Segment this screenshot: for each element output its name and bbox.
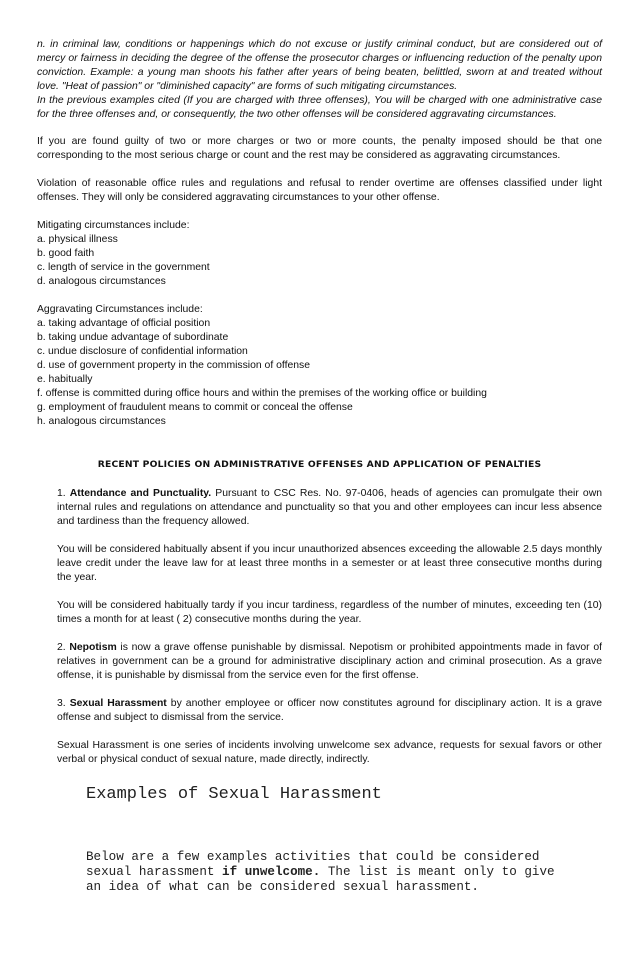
list-item: d. use of government property in the commission of offense [37, 360, 310, 371]
examples-text: Below are a few examples activities that could be considered sexual harassment [86, 850, 540, 879]
examples-intro [86, 850, 556, 895]
policy-text: Pursuant to CSC Res. No. 97-0406, heads of agencies can promulgate their own internal rules and regulations on attendance and punctuality so that you and other employees can incur less absence and tardiness than the frequency allowed. [57, 488, 602, 527]
examples-emphasis: if unwelcome. [222, 865, 321, 879]
policy-text: is now a grave offense punishable by dismissal. Nepotism or prohibited appointments made in favor of relatives in government can be a ground for administrative disciplinary action and criminal prosecution. As a grave offense, it is punishable by dismissal from the service even for the first offense. [57, 642, 602, 681]
policy-number: 2. [57, 642, 70, 653]
policy-nepotism [57, 641, 602, 683]
paragraph-habitually-absent: You will be considered habitually absent if you incur unauthorized absences exceeding the allowable 2.5 days monthly leave credit under the leave law for at least three months in a semester or at least three consecutive months during the year. [57, 544, 602, 583]
mitigating-title: Mitigating circumstances include: [37, 220, 190, 231]
mitigating-list [37, 219, 602, 289]
policy-title: Sexual Harassment [69, 698, 167, 709]
list-item: e. habitually [37, 374, 93, 385]
paragraph-habitually-tardy: You will be considered habitually tardy if you incur tardiness, regardless of the number of minutes, exceeding ten (10) times a month for at least ( 2) consecutive months during the year. [57, 600, 602, 625]
aggravating-title: Aggravating Circumstances include: [37, 304, 203, 315]
aggravating-list [37, 303, 602, 429]
policy-sexual-harassment [57, 697, 602, 725]
list-item: f. offense is committed during office hours and within the premises of the working office or building [37, 388, 487, 399]
policy-number: 1. [57, 488, 70, 499]
list-item: b. taking undue advantage of subordinate [37, 332, 229, 343]
intro-definition: n. in criminal law, conditions or happenings which do not excuse or justify criminal conduct, but are considered out of mercy or fairness in deciding the degree of the offense the prosecutor charges or influencing reduction of the penalty upon conviction. Example: a young man shoots his father after years of being beaten, belittled, sworn at and treated without love. "Heat of passion" or "diminished capacity" are forms of such mitigating circumstances. [37, 39, 602, 92]
examples-text: The list is meant only to give an idea of what can be considered sexual harassment. [86, 865, 555, 894]
policy-text: by another employee or officer now constitutes aground for disciplinary action. It is a grave offense and subject to dismissal from the service. [57, 698, 603, 723]
policy-title: Nepotism [69, 642, 117, 653]
intro-example-note: In the previous examples cited (If you are charged with three offenses), You will be charged with one administrative case for the three offenses and, or consequently, the two other offenses will be considered aggravating circumstances. [37, 95, 602, 120]
section-heading: RECENT POLICIES ON ADMINISTRATIVE OFFENSES AND APPLICATION OF PENALTIES [97, 459, 542, 470]
paragraph-sexual-harassment-definition: Sexual Harassment is one series of incidents involving unwelcome sex advance, requests for sexual favors or other verbal or physical conduct of sexual nature, made directly, indirectly. [57, 740, 602, 765]
list-item: a. taking advantage of official position [37, 318, 211, 329]
policy-attendance [57, 487, 602, 529]
paragraph-guilty: If you are found guilty of two or more charges or two or more counts, the penalty imposed should be that one corresponding to the most serious charge or count and the rest may be considered as aggravating circumstances. [37, 136, 602, 161]
paragraph-violation: Violation of reasonable office rules and regulations and refusal to render overtime are offenses classified under light offenses. They will only be considered aggravating circumstances to your other offense. [37, 178, 602, 203]
list-item: h. analogous circumstances [37, 416, 166, 427]
policy-title: Attendance and Punctuality. [69, 488, 212, 499]
list-item: b. good faith [37, 248, 95, 259]
examples-heading: Examples of Sexual Harassment [86, 785, 382, 804]
policy-number: 3. [57, 698, 70, 709]
list-item: c. length of service in the government [37, 262, 210, 273]
list-item: d. analogous circumstances [37, 276, 166, 287]
list-item: c. undue disclosure of confidential information [37, 346, 248, 357]
list-item: a. physical illness [37, 234, 118, 245]
list-item: g. employment of fraudulent means to commit or conceal the offense [37, 402, 353, 413]
